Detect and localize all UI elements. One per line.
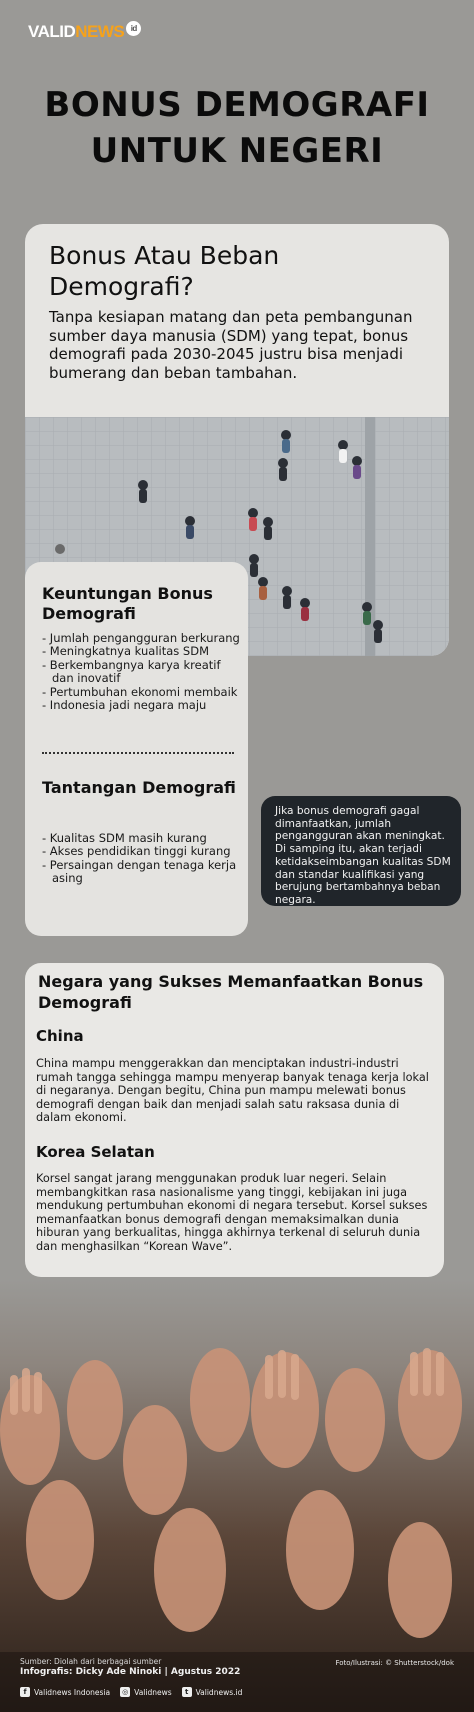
country-name-china: China bbox=[36, 1027, 84, 1045]
country-text-korea: Korsel sangat jarang menggunakan produk luar negeri. Selain membangkitkan rasa nasionalisme yang tinggi, kebijakan ini juga mendukung pertumbuhan ekonomi di negara tersebut. Korsel sukses memanfaatkan bonus demografi dengan memaksimalkan dunia hiburan yang berkualitas, hingga akhirnya terkenal di seluruh dunia dan menghasilkan “Korean Wave”. bbox=[36, 1172, 428, 1253]
list-item: - Akses pendidikan tinggi kurang bbox=[42, 844, 231, 859]
success-card bbox=[25, 963, 444, 1277]
challenges-heading: Tantangan Demografi bbox=[42, 778, 236, 797]
footer-source: Sumber: Diolah dari berbagai sumber bbox=[20, 1657, 162, 1666]
footer-photo-credit: Foto/Ilustrasi: © Shutterstock/dok bbox=[335, 1659, 454, 1667]
social-label: Validnews.id bbox=[195, 1687, 243, 1697]
country-text-china: China mampu menggerakkan dan menciptakan industri-industri rumah tangga sehingga mampu menyerap banyak tenaga kerja lokal di negaranya. Dengan begitu, China pun mampu melewati bonus demografi dengan baik dan menjadi salah satu raksasa dunia di dalam ekonomi. bbox=[36, 1057, 429, 1125]
dotted-divider bbox=[42, 752, 234, 754]
intro-text: Tanpa kesiapan matang dan peta pembangunan sumber daya manusia (SDM) yang tepat, bonus demografi pada 2030-2045 justru bisa menjadi bumerang dan beban tambahan. bbox=[49, 308, 413, 382]
list-item: - Meningkatnya kualitas SDM bbox=[42, 644, 209, 659]
list-item: - Pertumbuhan ekonomi membaik bbox=[42, 684, 238, 699]
success-heading: Negara yang Sukses Memanfaatkan Bonus Demografi bbox=[38, 972, 424, 1012]
page-title bbox=[0, 82, 474, 174]
list-item: - Berkembangnya karya kreatif dan inovatif bbox=[42, 657, 221, 686]
list-item: - Kualitas SDM masih kurang bbox=[42, 831, 207, 845]
warning-note: Jika bonus demografi gagal dimanfaatkan, jumlah pengangguran akan meningkat. Di samping itu, akan terjadi ketidakseimbangan kualitas SDM dan standar kualifikasi yang berujung bertambahnya beban negara. bbox=[261, 796, 461, 906]
validnews-logo bbox=[28, 22, 141, 42]
list-item: - Persaingan dengan tenaga kerja asing bbox=[42, 857, 237, 886]
benefits-list bbox=[42, 632, 242, 712]
social-links bbox=[20, 1687, 242, 1697]
raised-hands-photo bbox=[0, 1280, 474, 1712]
logo-text-main: VALID bbox=[28, 22, 76, 41]
footer-credit: Infografis: Dicky Ade Ninoki | Agustus 2022 bbox=[20, 1667, 241, 1677]
instagram-icon: ◎ bbox=[122, 1688, 129, 1696]
intro-heading: Bonus Atau Beban Demografi? bbox=[49, 241, 280, 301]
list-item: - Jumlah pengangguran berkurang bbox=[42, 631, 240, 645]
logo-badge: id bbox=[126, 21, 141, 36]
title-line-1: BONUS DEMOGRAFI bbox=[44, 85, 430, 125]
challenges-list bbox=[42, 832, 242, 886]
benefits-card bbox=[25, 562, 248, 936]
twitter-icon: t bbox=[182, 1687, 192, 1697]
facebook-icon: f bbox=[20, 1687, 30, 1697]
title-line-2: UNTUK NEGERI bbox=[90, 131, 384, 171]
social-facebook[interactable] bbox=[20, 1687, 110, 1697]
social-label: Validnews bbox=[134, 1687, 172, 1697]
social-instagram[interactable] bbox=[120, 1687, 171, 1697]
country-name-korea: Korea Selatan bbox=[36, 1143, 155, 1161]
list-item: - Indonesia jadi negara maju bbox=[42, 698, 207, 713]
social-label: Validnews Indonesia bbox=[34, 1687, 111, 1697]
benefits-heading: Keuntungan Bonus Demografi bbox=[42, 584, 213, 623]
logo-text-accent: NEWS bbox=[75, 22, 125, 41]
social-twitter[interactable] bbox=[182, 1687, 243, 1697]
